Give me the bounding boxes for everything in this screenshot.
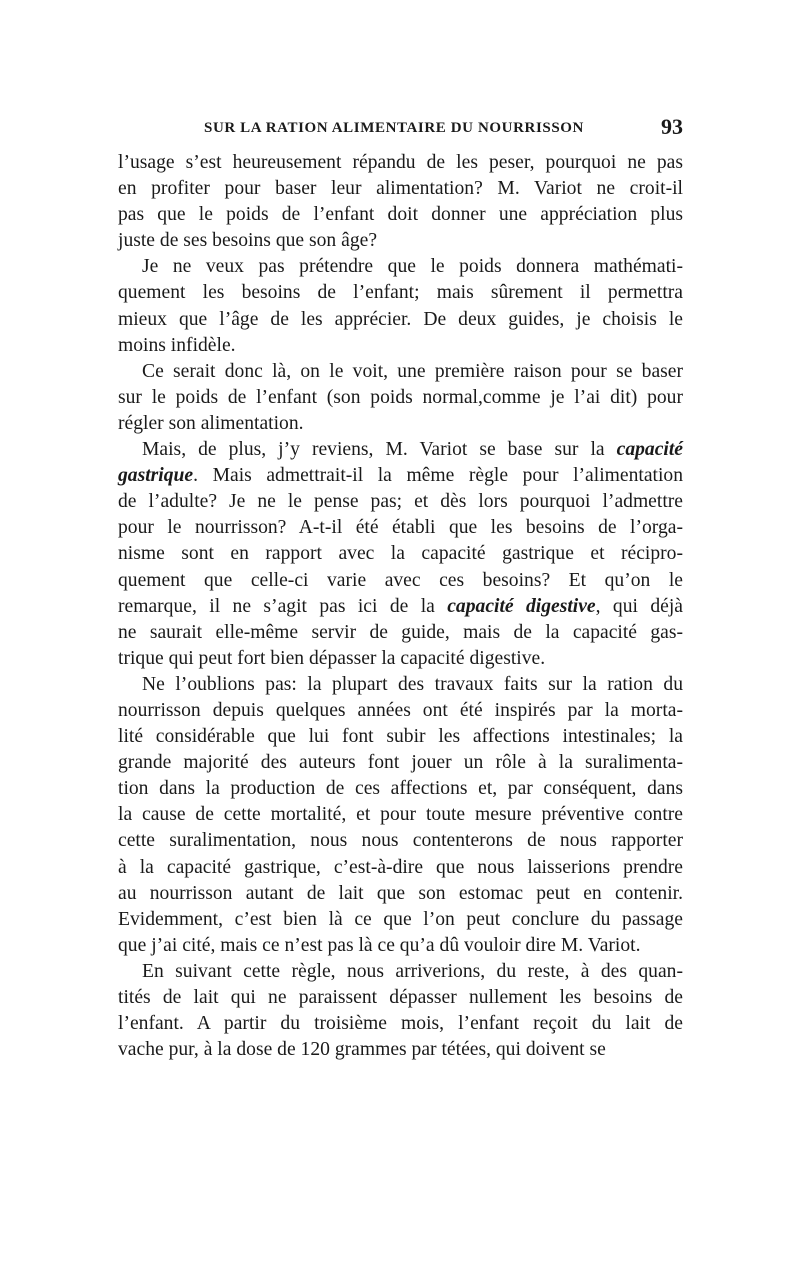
text-line: gastrique. Mais admettrait-il la même règle pour l’alimentation bbox=[118, 465, 683, 487]
text-line: Mais, de plus, j’y reviens, M. Variot se base sur la capacité bbox=[142, 439, 683, 461]
text-line: régler son alimentation. bbox=[118, 412, 304, 434]
paragraph bbox=[118, 254, 683, 358]
text-line: nourrisson depuis quelques années ont été inspirés par la morta- bbox=[118, 699, 683, 721]
text-line: nisme sont en rapport avec la capacité gastrique et récipro- bbox=[118, 543, 683, 565]
text-line: mieux que l’âge de les apprécier. De deux guides, je choisis le bbox=[118, 308, 683, 330]
text-line: cette suralimentation, nous nous contenterons de nous rapporter bbox=[118, 830, 683, 852]
text-line: tités de lait qui ne paraissent dépasser nullement les besoins de bbox=[118, 987, 683, 1008]
text-line: vache pur, à la dose de 120 grammes par tétées, qui doivent se bbox=[118, 1039, 606, 1061]
text-line: la cause de cette mortalité, et pour toute mesure préventive contre bbox=[118, 804, 683, 826]
text-line: lité considérable que lui font subir les affections intestinales; la bbox=[118, 726, 683, 748]
text-line: moins infidèle. bbox=[118, 334, 236, 356]
text-line: Ce serait donc là, on le voit, une première raison pour se baser bbox=[142, 360, 683, 382]
text-line: au nourrisson autant de lait que son estomac peut en contenir. bbox=[118, 882, 683, 904]
emphasis: gastrique bbox=[118, 465, 194, 487]
text-line: quement les besoins de l’enfant; mais sûrement il permettra bbox=[118, 282, 683, 304]
running-title: SUR LA RATION ALIMENTAIRE DU NOURRISSON bbox=[204, 120, 584, 136]
text-line: l’enfant. A partir du troisième mois, l’enfant reçoit du lait de bbox=[118, 1013, 683, 1035]
paragraph bbox=[118, 359, 683, 437]
text-line: tion dans la production de ces affections et, par conséquent, dans bbox=[118, 778, 683, 800]
text-line: Evidemment, c’est bien là ce que l’on peut conclure du passage bbox=[118, 908, 683, 930]
text-line: de l’adulte? Je ne le pense pas; et dès lors pourquoi l’admettre bbox=[118, 491, 683, 513]
text-line: Je ne veux pas prétendre que le poids donnera mathémati- bbox=[142, 256, 683, 278]
text-line: Ne l’oublions pas: la plupart des travaux faits sur la ration du bbox=[142, 673, 683, 695]
page-number: 93 bbox=[661, 114, 683, 139]
text-line: ne saurait elle-même servir de guide, mais de la capacité gas- bbox=[118, 621, 683, 643]
text-line: à la capacité gastrique, c’est-à-dire que nous laisserions prendre bbox=[118, 856, 683, 878]
text-line: sur le poids de l’enfant (son poids normal,comme je l’ai dit) pour bbox=[118, 386, 683, 408]
body-text bbox=[118, 150, 683, 1063]
page-header bbox=[118, 112, 683, 142]
text-line: pas que le poids de l’enfant doit donner une appréciation plus bbox=[118, 204, 683, 226]
text-line: juste de ses besoins que son âge? bbox=[118, 230, 378, 252]
paragraph bbox=[118, 672, 683, 959]
text-line: que j’ai cité, mais ce n’est pas là ce qu’a dû vouloir dire M. Variot. bbox=[118, 934, 641, 956]
text-line: l’usage s’est heureusement répandu de les peser, pourquoi ne pas bbox=[118, 152, 683, 173]
emphasis: capacité bbox=[616, 439, 683, 461]
paragraph bbox=[118, 437, 683, 672]
text-line: remarque, il ne s’agit pas ici de la capacité digestive, qui déjà bbox=[118, 595, 683, 617]
paragraph bbox=[118, 959, 683, 1063]
text-line: quement que celle-ci varie avec ces besoins? Et qu’on le bbox=[118, 569, 683, 591]
text-line: en profiter pour baser leur alimentation? M. Variot ne croit-il bbox=[118, 178, 683, 200]
text-line: grande majorité des auteurs font jouer un rôle à la suralimenta- bbox=[118, 752, 683, 774]
paragraph bbox=[118, 150, 683, 254]
emphasis: capacité digestive bbox=[447, 595, 596, 617]
text-line: trique qui peut fort bien dépasser la capacité digestive. bbox=[118, 647, 546, 669]
text-line: En suivant cette règle, nous arriverions, du reste, à des quan- bbox=[142, 960, 683, 982]
text-line: pour le nourrisson? A-t-il été établi que les besoins de l’orga- bbox=[118, 517, 683, 539]
